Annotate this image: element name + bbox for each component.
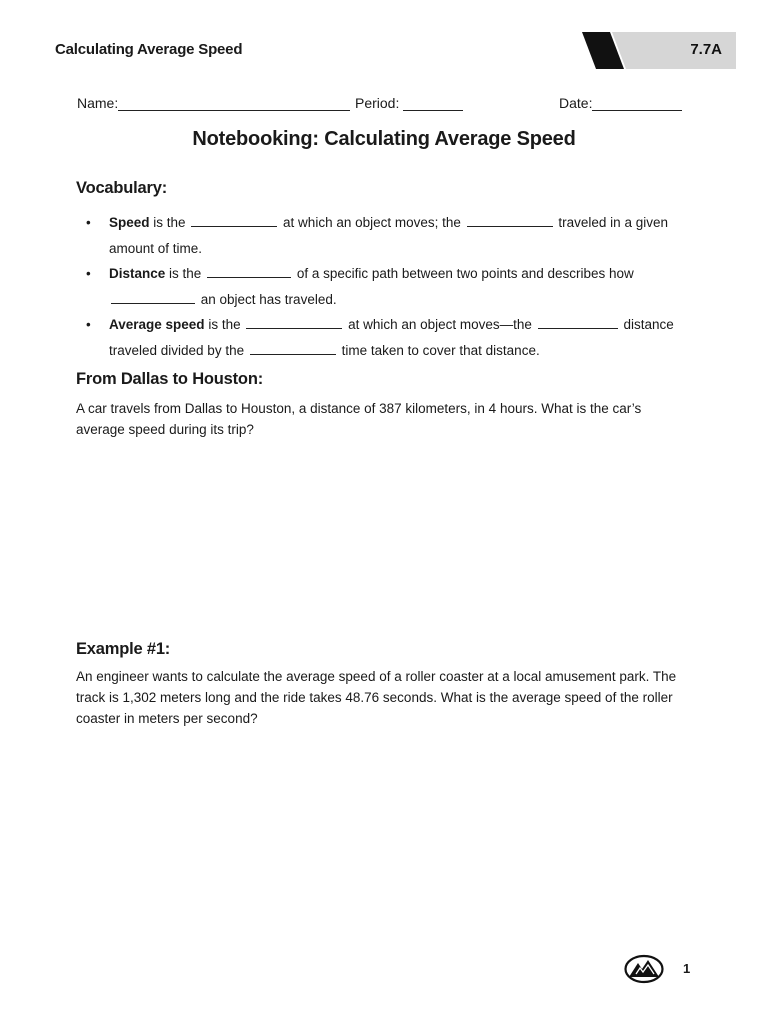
- vocab-item-speed: [86, 210, 696, 261]
- vocab-text: traveled in a given amount of time.: [109, 215, 668, 256]
- vocab-text: of a specific path between two points and describes how: [293, 266, 634, 281]
- bullet: •: [86, 317, 91, 332]
- dallas-heading: From Dallas to Houston:: [76, 370, 263, 388]
- vocab-text: is the: [149, 215, 190, 230]
- vocab-text: time taken to cover that distance.: [337, 342, 540, 358]
- date-field: [559, 95, 682, 111]
- name-label: Name:: [77, 95, 119, 111]
- page-number: 1: [683, 961, 691, 976]
- example1-problem-text: An engineer wants to calculate the average speed of a roller coaster at a local amusement park. The track is 1,302 meters long and the ride takes 48.76 seconds. What is the average speed of the roller coaster in meters per second?: [76, 669, 677, 726]
- fill-blank[interactable]: [111, 289, 195, 304]
- date-input-line[interactable]: [592, 95, 682, 111]
- vocab-item-distance: [86, 261, 696, 312]
- bullet: •: [86, 215, 91, 230]
- period-field: [355, 95, 463, 111]
- date-label: Date:: [559, 95, 593, 111]
- vocab-text: at which an object moves—the: [344, 317, 536, 332]
- student-info-row: [77, 95, 687, 115]
- fill-blank[interactable]: [191, 212, 277, 227]
- header-title: Calculating Average Speed: [55, 41, 243, 58]
- vocab-term: Speed: [109, 215, 150, 230]
- page-title: Notebooking: Calculating Average Speed: [192, 128, 576, 150]
- fill-blank[interactable]: [246, 314, 342, 329]
- fill-blank[interactable]: [538, 314, 618, 329]
- vocab-text: an object has traveled.: [197, 291, 337, 307]
- fill-blank[interactable]: [207, 263, 291, 278]
- vocab-item-average-speed: [86, 312, 696, 363]
- mountain-logo-icon: [624, 954, 664, 989]
- fill-blank[interactable]: [250, 340, 336, 355]
- standard-tab-label: 7.7A: [690, 41, 722, 58]
- vocab-text: is the: [204, 317, 245, 332]
- dallas-problem-text: A car travels from Dallas to Houston, a distance of 387 kilometers, in 4 hours. What is the car’s average speed during its trip?: [76, 401, 642, 437]
- vocab-term: Distance: [109, 266, 166, 281]
- vocabulary-list: [86, 210, 696, 363]
- vocab-term: Average speed: [109, 317, 205, 332]
- example1-heading: Example #1:: [76, 640, 171, 658]
- bullet: •: [86, 266, 91, 281]
- name-field: [77, 95, 350, 111]
- fill-blank[interactable]: [467, 212, 553, 227]
- name-input-line[interactable]: [118, 95, 350, 111]
- standard-tab: [582, 32, 736, 69]
- period-input-line[interactable]: [403, 95, 463, 111]
- vocabulary-heading: Vocabulary:: [76, 179, 168, 197]
- vocab-text: is the: [165, 266, 206, 281]
- vocab-text: distance traveled divided by the: [109, 317, 674, 358]
- period-label: Period:: [355, 95, 400, 111]
- vocab-text: at which an object moves; the: [279, 215, 465, 230]
